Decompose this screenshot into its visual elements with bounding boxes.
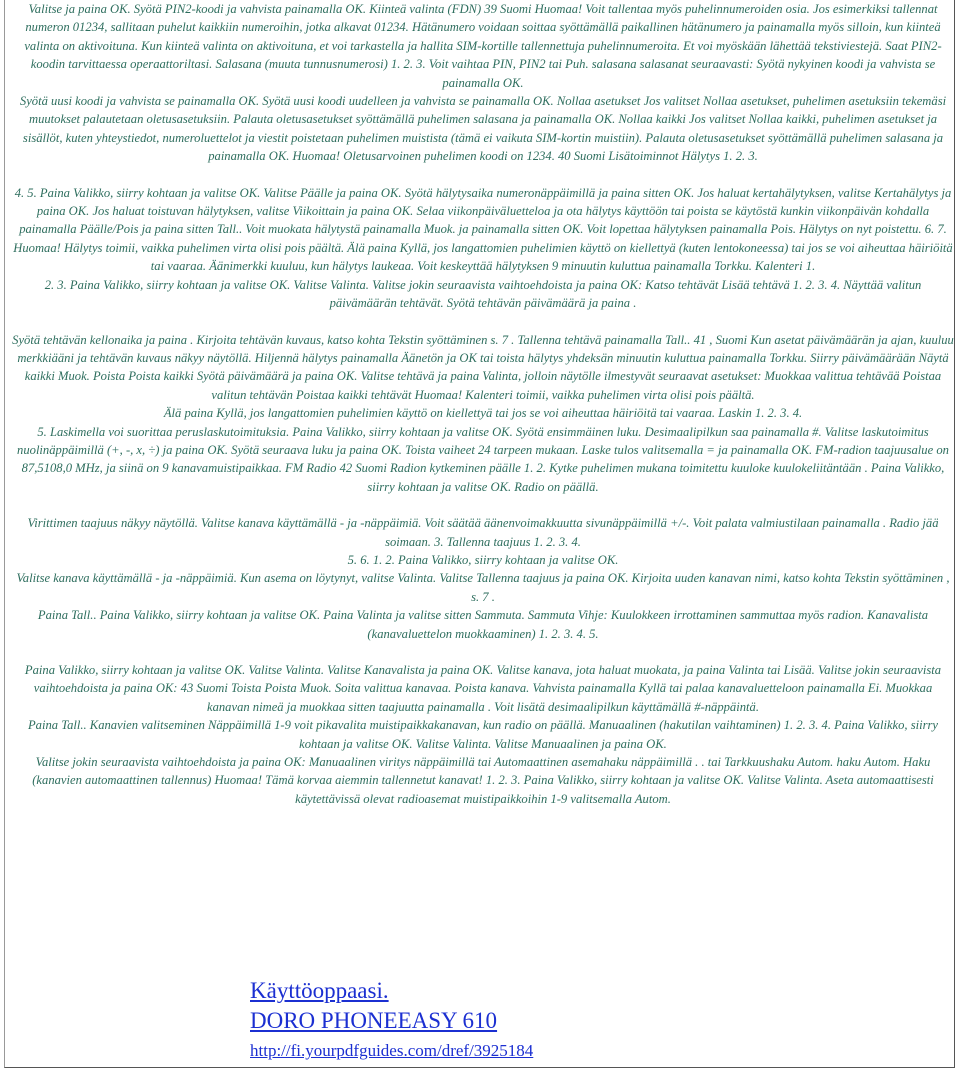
paragraph: Virittimen taajuus näkyy näytöllä. Valitse kanava käyttämällä - ja -näppäimiä. Voit säätää äänenvoimakkuutta sivunäppäimillä +/-. Voit palata valmiustilaan painamalla . Radio jää soimaan. 3. Tallenna taajuus 1. 2. 3. 4. <box>27 516 939 549</box>
paragraph: Syötä tehtävän kellonaika ja paina . Kirjoita tehtävän kuvaus, katso kohta Tekstin syöttäminen s. 7 . Tallenna tehtävä painamalla Tall.. 41 , Suomi Kun asetat päivämäärän ja ajan, kuuluu merkkiääni ja tehtävän kuvaus näkyy näytöllä. Hiljennä hälytys painamalla Äänetön ja OK tai toista hälytys yhdeksän minuutin kuluttua painamalla Torkku. Siirry päivämäärään Näytä kaikki Muok. Poista Poista kaikki Syötä päivämäärä ja paina OK. Valitse tehtävä ja paina Valinta, jolloin näytölle ilmestyvät seuraavat asetukset: Muokkaa valittua tehtävää Poistaa valitun tehtävän Poistaa kaikki tehtävät Huomaa! Kalenteri toimii, vaikka puhelimen virta olisi pois päältä. <box>12 332 954 402</box>
paragraph: Huomaa! Hälytys toimii, vaikka puhelimen virta olisi pois päältä. Älä paina Kyllä, jos langattomien puhelimien käyttö on kiellettyä (kuten lentokoneessa) tai jos se voi aiheuttaa häiriöitä tai vaaraa. Äänimerkki kuuluu, kun hälytys laukeaa. Voit keskeyttää hälytyksen 9 minuutin kuluttua painamalla Torkku. Kalenteri 1. <box>13 240 953 274</box>
paragraph: Valitse kanava käyttämällä - ja -näppäimiä. Kun asema on löytynyt, valitse Valinta. Valitse Tallenna taajuus ja paina OK. Kirjoita uuden kanavan nimi, katso kohta Tekstin syöttäminen , s. 7 . <box>16 571 950 604</box>
spacer <box>11 166 955 184</box>
paragraph: 5. 6. 1. 2. Paina Valikko, siirry kohtaan ja valitse OK. <box>347 552 619 567</box>
document-body <box>11 0 955 808</box>
spacer <box>11 313 955 331</box>
paragraph: Paina Tall.. Kanavien valitseminen Näppäimillä 1-9 voit pikavalita muistipaikkakanavan, kun radio on päällä. Manuaalinen (hakutilan vaihtaminen) 1. 2. 3. 4. Paina Valikko, siirry kohtaan ja valitse OK. Valitse Valinta. Valitse Manuaalinen ja paina OK. <box>27 718 939 751</box>
paragraph: Syötä uusi koodi ja vahvista se painamalla OK. Syötä uusi koodi uudelleen ja vahvista se painamalla OK. Nollaa asetukset Jos valitset Nollaa asetukset, puhelimen asetuksiin tekemäsi muutokset palautetaan oletusasetuksiin. Palauta oletusasetukset syöttämällä puhelimen salasana ja painamalla OK. Nollaa kaikki Jos valitset Nollaa kaikki, puhelimen asetukset ja sisällöt, kuten yhteystiedot, numeroluettelot ja viestit poistetaan puhelimen muistista (tämä ei vaikuta SIM-kortin muistiin). Palauta oletusasetukset syöttämällä puhelimen salasana ja painamalla OK. Huomaa! Oletusarvoinen puhelimen koodi on 1234. 40 Suomi Lisätoiminnot Hälytys 1. 2. 3. <box>19 94 947 164</box>
spacer <box>11 643 955 661</box>
paragraph: 2. 3. Paina Valikko, siirry kohtaan ja valitse OK. Valitse Valinta. Valitse jokin seuraavista vaihtoehdoista ja paina OK: Katso tehtävät Lisää tehtävä 1. 2. 3. 4. Näyttää valitun päivämäärän tehtävät. Syötä tehtävän päivämäärä ja paina . <box>44 277 922 311</box>
paragraph: 4. 5. Paina Valikko, siirry kohtaan ja valitse OK. Valitse Päälle ja paina OK. Syötä hälytysaika numeronäppäimillä ja paina sitten OK. Jos haluat kertahälytyksen, valitse Kertahälytys ja paina OK. Jos haluat toistuvan hälytyksen, valitse Viikoittain ja paina OK. Selaa viikonpäiväluetteloa ja ota hälytys käyttöön tai poista se käytöstä kunkin viikonpäivän kohdalla painamalla Päälle/Pois ja paina sitten Tall.. Voit muokata hälytystä painamalla Muok. ja painamalla sitten OK. Voit lopettaa hälytyksen painamalla Pois. Hälytys on nyt poistettu. 6. 7. <box>14 185 952 237</box>
footer-links <box>250 976 533 1066</box>
paragraph: 5. Laskimella voi suorittaa peruslaskutoimituksia. Paina Valikko, siirry kohtaan ja valitse OK. Syötä ensimmäinen luku. Desimaalipilkun saa painamalla #. Valitse laskutoimitus nuolinäppäimillä (+, -, x, ÷) ja paina OK. Syötä seuraava luku ja paina OK. Toista vaiheet 24 tarpeen mukaan. Laske tulos valitsemalla = ja painamalla OK. FM-radion taajuusalue on 87,5108,0 MHz, ja siinä on 9 kanavamuistipaikkaa. FM Radio 42 Suomi Radion kytkeminen päälle 1. 2. Kytke puhelimen mukana toimitettu kuuloke kuulokeliitäntään . Paina Valikko, siirry kohtaan ja valitse OK. Radio on päällä. <box>17 424 949 494</box>
url-link[interactable]: http://fi.yourpdfguides.com/dref/3925184 <box>250 1041 534 1060</box>
paragraph: Valitse jokin seuraavista vaihtoehdoista ja paina OK: Manuaalinen viritys näppäimillä tai Automaattinen asemahaku näppäimillä . . tai Tarkkuushaku Autom. haku Autom. Haku (kanavien automaattinen tallennus) Huomaa! Tämä korvaa aiemmin tallennetut kanavat! 1. 2. 3. Paina Valikko, siirry kohtaan ja valitse OK. Valitse Valinta. Aseta automaattisesti käytettävissä olevat radioasemat muistipaikkoihin 1-9 valitsemalla Autom. <box>32 755 934 806</box>
paragraph: Paina Valikko, siirry kohtaan ja valitse OK. Valitse Valinta. Valitse Kanavalista ja paina OK. Valitse kanava, jota haluat muokata, ja paina Valinta tai Lisää. Valitse jokin seuraavista vaihtoehdoista ja paina OK: 43 Suomi Toista Poista Muok. Soita valittua kanavaa. Poista kanava. Vahvista painamalla Kyllä tai palaa kanavaluetteloon painamalla Ei. Muokkaa kanavan nimeä ja muokkaa sitten taajuutta painamalla . Voit lisätä desimaalipilkun käyttämällä #-näppäintä. <box>24 663 942 714</box>
paragraph: Valitse ja paina OK. Syötä PIN2-koodi ja vahvista painamalla OK. Kiinteä valinta (FDN) 39 Suomi Huomaa! Voit tallentaa myös puhelinnumeroiden osia. Jos esimerkiksi tallennat numeron 01234, sallitaan puhelut kaikkiin numeroihin, jotka alkavat 01234. Hätänumero voidaan soittaa syöttämällä paikallinen hätänumero ja painamalla myös silloin, kun kiinteä valinta on aktivoituna. Kun kiinteä valinta on aktivoituna, et voi tarkastella ja hallita SIM-kortille tallennettuja puhelinnumeroita. Et voi myöskään lähettää tekstiviestejä. Saat PIN2-koodin tarvittaessa operaattoriltasi. Salasana (muuta tunnusnumerosi) 1. 2. 3. Voit vaihtaa PIN, PIN2 tai Puh. salasana salasanat seuraavasti: Syötä nykyinen koodi ja vahvista se painamalla OK. <box>24 2 942 90</box>
paragraph: Paina Tall.. Paina Valikko, siirry kohtaan ja valitse OK. Paina Valinta ja valitse sitten Sammuta. Sammuta Vihje: Kuulokkeen irrottaminen sammuttaa myös radion. Kanavalista (kanavaluettelon muokkaaminen) 1. 2. 3. 4. 5. <box>37 608 929 641</box>
paragraph: Älä paina Kyllä, jos langattomien puhelimien käyttö on kiellettyä tai jos se voi aiheuttaa häiriöitä tai vaaraa. Laskin 1. 2. 3. 4. <box>163 406 803 421</box>
product-link[interactable]: DORO PHONEEASY 610 <box>250 1008 498 1033</box>
document-page <box>4 0 955 1068</box>
spacer <box>11 496 955 514</box>
manual-link[interactable]: Käyttöoppaasi. <box>250 978 389 1003</box>
